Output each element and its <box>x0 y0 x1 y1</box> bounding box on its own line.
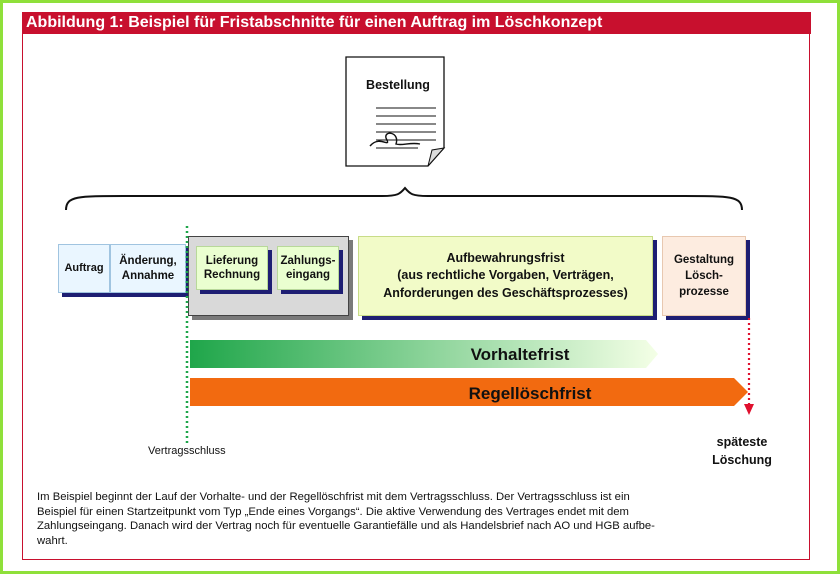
phase-aufbewahrungsfrist: Aufbewahrungsfrist (aus rechtliche Vorgaben, Verträgen, Anforderungen des Geschäftsprozesses) <box>358 236 653 316</box>
phase-zahlungseingang: Zahlungs- eingang <box>277 246 339 290</box>
order-document-icon <box>340 54 460 172</box>
vertragsschluss-marker <box>182 226 192 446</box>
figure-title: Abbildung 1: Beispiel für Fristabschnitte für einen Auftrag im Löschkonzept <box>22 12 811 34</box>
phase-auftrag: Auftrag <box>58 244 110 293</box>
curly-brace <box>64 186 746 214</box>
document-label: Bestellung <box>366 78 430 92</box>
spaeteste-loeschung-label: späteste Löschung <box>712 435 772 467</box>
phase-aenderung-annahme: Änderung, Annahme <box>110 244 186 293</box>
phase-lieferung-rechnung: Lieferung Rechnung <box>196 246 268 290</box>
spaeteste-loeschung-marker <box>742 318 756 418</box>
figure-caption: Im Beispiel beginnt der Lauf der Vorhalte- und der Regellöschfrist mit dem Vertragsschluss. Der Vertragsschluss ist ein Beispiel für einen Startzeitpunkt vom Typ „Ende eines Vorgangs“. Die aktive Verwendung des Vertrages endet mit dem Zahlungseingang. Danach wird der Vertrag noch für eventuelle Garantiefälle und als Handelsbrief nach AO und HGB aufbe- wahrt. <box>37 491 655 547</box>
phase-gestaltung-loeschprozesse: Gestaltung Lösch- prozesse <box>662 236 746 316</box>
regelloeschfrist-label: Regellöschfrist <box>468 384 592 403</box>
vorhaltefrist-label: Vorhaltefrist <box>470 345 570 364</box>
vertragsschluss-label: Vertragsschluss <box>148 445 226 457</box>
